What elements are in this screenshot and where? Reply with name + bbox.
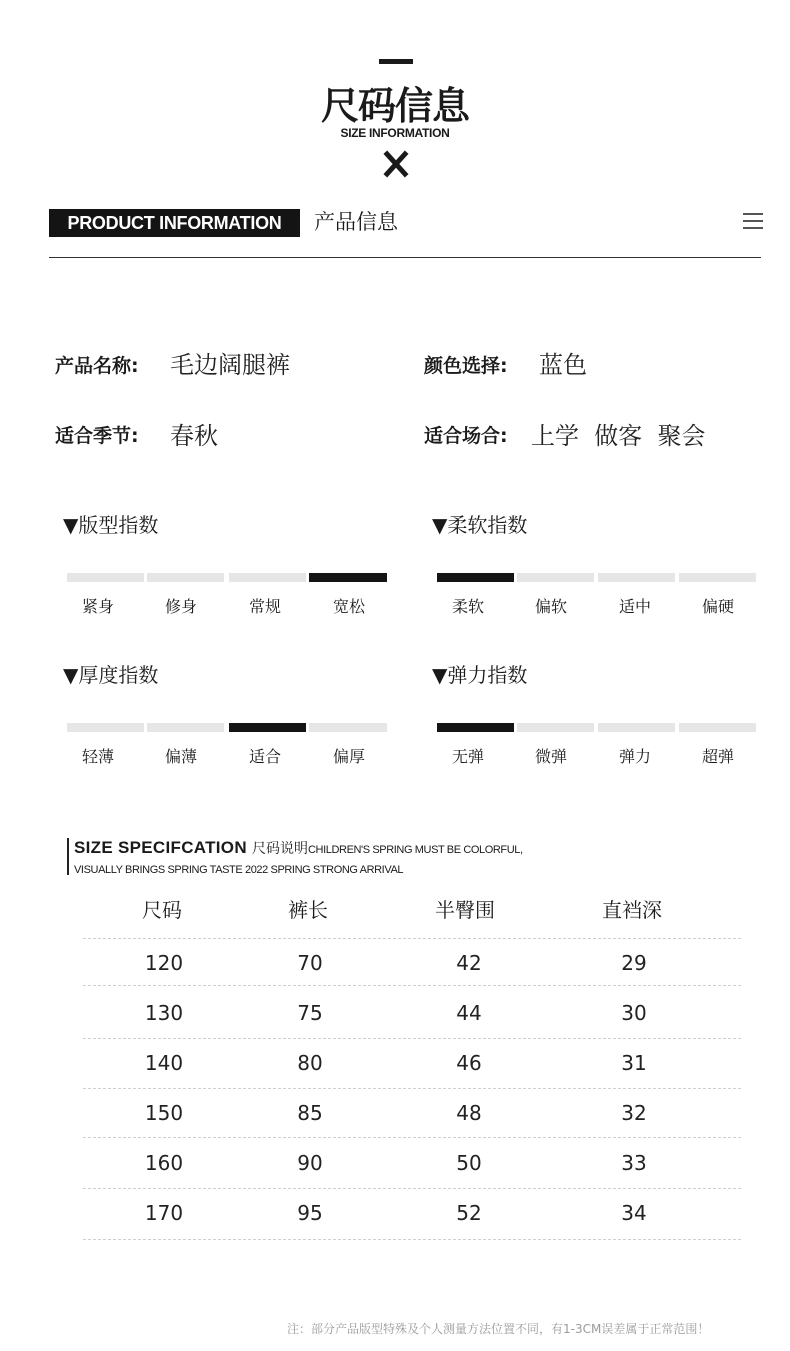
color-value: 蓝色 [539,351,587,379]
spec-heading [74,837,523,861]
row-divider [83,1137,741,1138]
spec-accent-bar [67,838,69,875]
thickness-index-segment [67,723,144,732]
softness-index-title: ▼柔软指数 [432,513,528,537]
row-divider [83,1239,741,1240]
softness-index-segment [517,573,594,582]
spec-title-cn: 尺码说明 [252,841,309,857]
table-cell: 90 [297,1151,323,1175]
table-cell: 32 [621,1101,647,1125]
product-name-value: 毛边阔腿裤 [170,351,290,379]
table-cell: 160 [144,1151,184,1175]
fit-index-option: 常规 [248,597,281,616]
table-cell: 44 [456,1001,482,1025]
table-cell: 29 [621,951,647,975]
row-divider [83,1088,741,1089]
hamburger-icon[interactable] [743,213,763,230]
thickness-index-segment [309,723,387,732]
fit-index-segment [147,573,224,582]
row-divider [83,938,741,939]
table-cell: 80 [297,1051,323,1075]
season-value: 春秋 [170,422,218,450]
season-label: 适合季节: [55,425,139,447]
elasticity-index-option: 无弹 [451,747,484,766]
product-name-label: 产品名称: [55,355,139,377]
table-cell: 170 [144,1201,184,1225]
elasticity-index-option: 微弹 [534,747,567,766]
table-cell: 140 [144,1051,184,1075]
table-cell: 48 [456,1101,482,1125]
thickness-index-segment [147,723,224,732]
table-cell: 150 [144,1101,184,1125]
fit-index-segment [309,573,387,582]
row-divider [83,1188,741,1189]
x-mark-icon [380,150,412,178]
elasticity-index-option: 弹力 [618,747,651,766]
thickness-index-option: 适合 [248,747,281,766]
elasticity-index-segment [679,723,756,732]
spec-tagline-2: VISUALLY BRINGS SPRING TASTE 2022 SPRING STRONG ARRIVAL [74,864,404,876]
table-cell: 130 [144,1001,184,1025]
page-title: 尺码信息 [320,84,469,128]
table-cell: 34 [621,1201,647,1225]
fit-index-option: 紧身 [81,597,114,616]
table-cell: 75 [297,1001,323,1025]
thickness-index-segment [229,723,306,732]
color-label: 颜色选择: [424,355,508,377]
column-header: 裤长 [288,898,328,922]
table-cell: 95 [297,1201,323,1225]
table-cell: 30 [621,1001,647,1025]
softness-index-segment [598,573,675,582]
row-divider [83,1038,741,1039]
softness-index-option: 适中 [618,597,651,616]
header-divider [49,257,761,258]
softness-index-option: 偏软 [534,597,567,616]
spec-title-en: SIZE SPECIFCATION [74,838,247,857]
occasion-value: 上学 做客 聚会 [531,422,706,450]
elasticity-index-option: 超弹 [701,747,734,766]
thickness-index-option: 偏薄 [164,747,197,766]
table-cell: 46 [456,1051,482,1075]
fit-index-segment [229,573,306,582]
column-header: 直裆深 [602,898,662,922]
page-subtitle: SIZE INFORMATION [340,126,450,140]
softness-index-segment [679,573,756,582]
table-cell: 52 [456,1201,482,1225]
elasticity-index-segment [517,723,594,732]
thickness-index-option: 偏厚 [332,747,365,766]
product-info-heading: 产品信息 [314,210,398,234]
table-cell: 33 [621,1151,647,1175]
softness-index-option: 偏硬 [701,597,734,616]
softness-index-segment [437,573,514,582]
spec-tagline: CHILDREN'S SPRING MUST BE COLORFUL, [308,844,523,856]
occasion-label: 适合场合: [424,425,508,447]
footnote: 注：部分产品版型特殊及个人测量方法位置不同，有1-3CM误差属于正常范围！ [287,1322,710,1336]
row-divider [83,985,741,986]
table-cell: 50 [456,1151,482,1175]
softness-index-option: 柔软 [451,597,484,616]
table-cell: 42 [456,951,482,975]
table-cell: 31 [621,1051,647,1075]
fit-index-segment [67,573,144,582]
column-header: 半臀围 [435,898,495,922]
product-info-badge: PRODUCT INFORMATION [49,209,300,237]
table-cell: 85 [297,1101,323,1125]
column-header: 尺码 [142,898,182,922]
thickness-index-option: 轻薄 [81,747,114,766]
fit-index-option: 宽松 [332,597,365,616]
elasticity-index-segment [437,723,514,732]
table-cell: 70 [297,951,323,975]
thickness-index-title: ▼厚度指数 [63,663,159,687]
elasticity-index-segment [598,723,675,732]
table-cell: 120 [144,951,184,975]
elasticity-index-title: ▼弹力指数 [432,663,528,687]
title-dash [379,59,413,64]
fit-index-title: ▼版型指数 [63,513,159,537]
fit-index-option: 修身 [164,597,197,616]
